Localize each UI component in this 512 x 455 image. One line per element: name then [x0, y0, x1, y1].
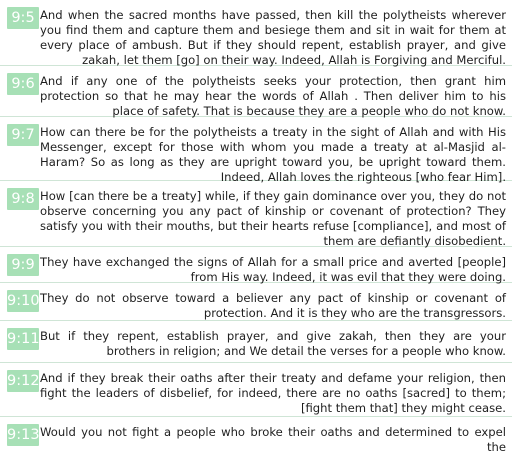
verse-row [0, 0, 512, 66]
verse-number-badge[interactable]: 9:10 [7, 290, 39, 312]
verse-row [0, 117, 512, 184]
verse-number-badge[interactable]: 9:5 [7, 7, 39, 29]
verse-text: They do not observe toward a believer any pact of kinship or covenant of protection. And it is they who are the transgressors. [40, 291, 506, 320]
verse-row [0, 363, 512, 417]
verse-number-badge[interactable]: 9:9 [7, 254, 39, 276]
verse-row [0, 283, 512, 321]
verse-text: But if they repent, establish prayer, and give zakah, then they are your brothers in religion; and We detail the verses for a people who know. [40, 329, 506, 358]
verse-text: And if any one of the polytheists seeks your protection, then grant him protection so that he may hear the words of Allah . Then deliver him to his place of safety. That is because they are a people who do not know. [40, 74, 506, 118]
verse-row [0, 66, 512, 117]
verse-number-badge[interactable]: 9:12 [7, 370, 39, 392]
verse-number-badge[interactable]: 9:11 [7, 328, 39, 350]
verse-text: How [can there be a treaty] while, if they gain dominance over you, they do not observe concerning you any pact of kinship or covenant of protection? They satisfy you with their mouths, but their hearts refuse [compliance], and most of them are defiantly disobedient. [40, 189, 506, 248]
verse-text: And if they break their oaths after their treaty and defame your religion, then fight the leaders of disbelief, for indeed, there are no oaths [sacred] to them; [fight them that] they might cease. [40, 371, 506, 415]
verse-number-badge[interactable]: 9:6 [7, 73, 39, 95]
verse-text: And when the sacred months have passed, then kill the polytheists wherever you find them and capture them and besiege them and sit in wait for them at every place of ambush. But if they should repent, establish prayer, and give zakah, let them [go] on their way. Indeed, Allah is Forgiving and Merciful. [40, 8, 506, 67]
verse-row [0, 321, 512, 363]
verse-text: How can there be for the polytheists a treaty in the sight of Allah and with His Messenger, except for those with whom you made a treaty at al-Masjid al-Haram? So as long as they are upright toward you, be upright toward them. Indeed, Allah loves the righteous [who fear Him]. [40, 125, 506, 184]
verse-row [0, 181, 512, 247]
verse-number-badge[interactable]: 9:7 [7, 124, 39, 146]
verse-row [0, 247, 512, 283]
verse-text: Would you not fight a people who broke their oaths and determined to expel the [40, 425, 506, 454]
verse-text: They have exchanged the signs of Allah for a small price and averted [people] from His way. Indeed, it was evil that they were doing. [40, 255, 506, 284]
verse-row [0, 417, 512, 454]
verse-number-badge[interactable]: 9:13 [7, 424, 39, 446]
verse-number-badge[interactable]: 9:8 [7, 188, 39, 210]
